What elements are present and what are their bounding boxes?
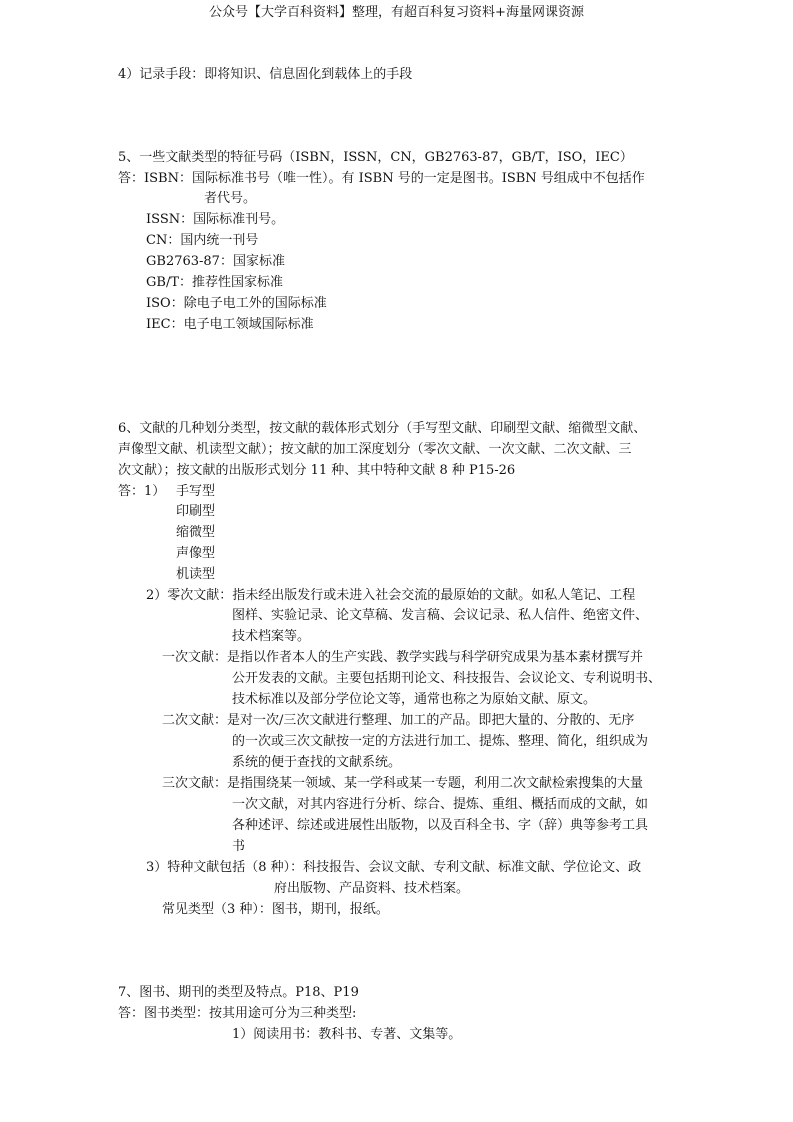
section7-item-1: 1）阅读用书：教科书、专著、文集等。	[232, 1027, 462, 1042]
section6-question-line-3: 次文献）；按文献的出版形式划分 11 种、其中特种文献 8 种 P15-26	[118, 463, 516, 478]
cn-line: CN：国内统一刊号	[146, 233, 259, 248]
special-literature-line-2: 府出版物、产品资料、技术档案。	[274, 881, 470, 896]
carrier-type: 声像型	[176, 546, 216, 561]
isbn-line-2: 者代号。	[204, 191, 257, 206]
tertiary-literature-line-1: 三次文献：是指围绕某一领域、某一学科或某一专题，利用二次文献检索搜集的大量	[162, 776, 644, 791]
issn-line: ISSN：国际标准刊号。	[146, 212, 285, 227]
section7-answer: 答：图书类型：按其用途可分为三种类型:	[118, 1006, 357, 1021]
special-literature-line-1: 3）特种文献包括（8 种）：科技报告、会议文献、专利文献、标准文献、学位论文、政	[146, 860, 642, 875]
answer-prefix: 答：1）	[118, 484, 166, 499]
section6-question-line-2: 声像型文献、机读型文献）；按文献的加工深度划分（零次文献、一次文献、二次文献、三	[118, 442, 632, 457]
carrier-type: 缩微型	[176, 525, 216, 540]
section6-question-line-1: 6、文献的几种划分类型，按文献的载体形式划分（手写型文献、印刷型文献、缩微型文献、	[118, 421, 647, 436]
carrier-type: 手写型	[176, 484, 216, 499]
section5-question: 5、一些文献类型的特征号码（ISBN，ISSN，CN，GB2763-87，GB/T，ISO，IEC）	[118, 150, 633, 165]
secondary-literature-line-1: 二次文献：是对一次/三次文献进行整理、加工的产品。即把大量的、分散的、无序	[162, 713, 635, 728]
tertiary-literature-line-4: 书	[232, 839, 246, 854]
primary-literature-line-1: 一次文献：是指以作者本人的生产实践、教学实践与科学研究成果为基本素材撰写并	[162, 650, 644, 665]
zero-literature-line-3: 技术档案等。	[232, 629, 311, 644]
common-types-line: 常见类型（3 种）：图书，期刊，报纸。	[162, 902, 389, 917]
secondary-literature-line-3: 系统的便于查找的文献系统。	[232, 755, 402, 770]
tertiary-literature-line-3: 各种述评、综述或进展性出版物，以及百科全书、字（辞）典等参考工具	[232, 818, 649, 833]
tertiary-literature-line-2: 一次文献，对其内容进行分析、综合、提炼、重组、概括而成的文献，如	[232, 797, 649, 812]
page-header: 公众号【大学百科资料】整理，有超百科复习资料+海量网课资源	[209, 5, 584, 20]
iec-line: IEC：电子电工领域国际标准	[146, 317, 314, 332]
secondary-literature-line-2: 的一次或三次文献按一定的方法进行加工、提炼、整理、简化，组织成为	[232, 734, 649, 749]
section4-line: 4）记录手段：即将知识、信息固化到载体上的手段	[118, 67, 413, 82]
primary-literature-line-3: 技术标准以及部分学位论文等，通常也称之为原始文献、原文。	[232, 692, 597, 707]
isbn-line-1: 答：ISBN：国际标准书号（唯一性）。有 ISBN 号的一定是图书。ISBN 号组成中不包括作	[118, 171, 645, 186]
iso-line: ISO：除电子电工外的国际标准	[146, 296, 327, 311]
zero-literature-line-2: 图样、实验记录、论文草稿、发言稿、会议记录、私人信件、绝密文件、	[232, 608, 649, 623]
section7-question: 7、图书、期刊的类型及特点。P18、P19	[118, 985, 359, 1000]
zero-literature-line-1: 2）零次文献：指未经出版发行或未进入社会交流的最原始的文献。如私人笔记、工程	[146, 588, 636, 603]
gbt-line: GB/T：推荐性国家标准	[146, 275, 283, 290]
gb-line: GB2763-87：国家标准	[146, 254, 285, 269]
primary-literature-line-2: 公开发表的文献。主要包括期刊论文、科技报告、会议论文、专利说明书、	[232, 671, 662, 686]
carrier-type: 机读型	[176, 567, 216, 582]
carrier-type: 印刷型	[176, 504, 216, 519]
